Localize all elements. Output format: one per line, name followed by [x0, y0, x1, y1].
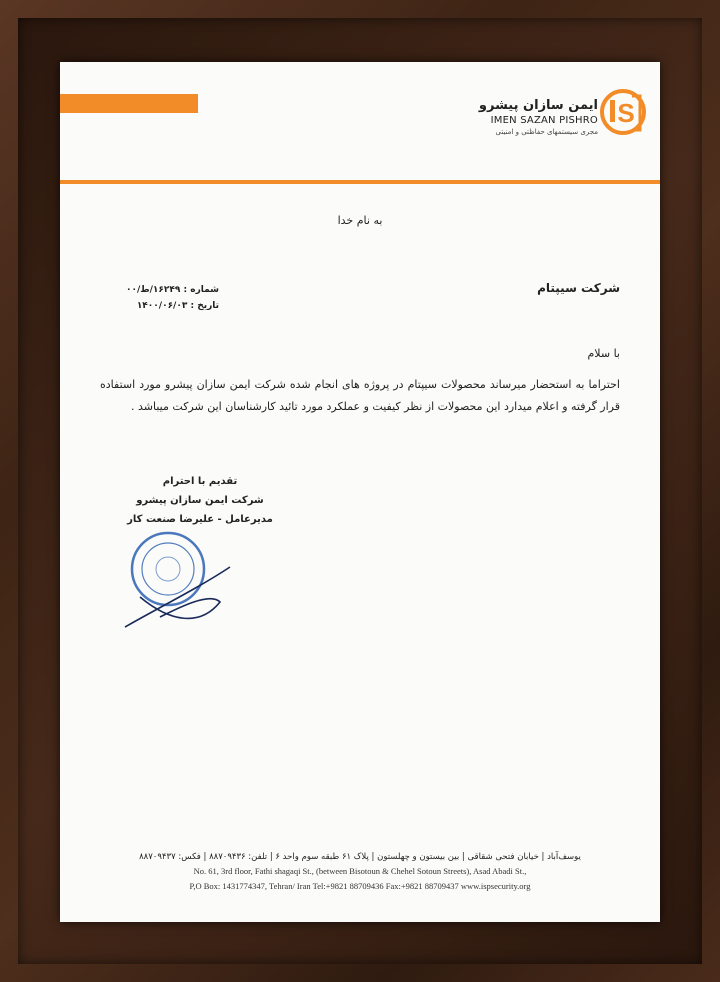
company-stamp-icon	[120, 527, 240, 637]
letter-reference	[126, 282, 219, 314]
footer-address-en-line2: P,O Box: 1431774347, Tehran/ Iran Tel:+9821 88709436 Fax:+9821 88709437 www.ispsecurity.org	[189, 881, 531, 891]
footer-address-en-line1: No. 61, 3rd floor, Fathi shagaqi St., (between Bisotoun & Chehel Sotoun Streets), Asad Abadi St.,	[193, 866, 527, 876]
company-name-fa: ایمن سازان پیشرو	[478, 98, 598, 113]
closing-line: تقدیم با احترام	[162, 476, 238, 487]
letter-paper	[60, 62, 660, 922]
letter-date: تاریخ : ۱۴۰۰/۰۶/۰۳	[136, 301, 220, 311]
greeting: با سلام	[587, 347, 620, 360]
company-tagline: مجری سیستمهای حفاظتی و امنیتی	[495, 128, 598, 136]
footer	[60, 852, 660, 892]
company-name-en: IMEN SAZAN PISHRO	[490, 115, 598, 126]
letter-number: شماره : ۱۶۲۴۹/ط/۰۰	[126, 285, 220, 295]
header-divider-line	[60, 180, 660, 184]
company-header	[479, 98, 598, 136]
bismillah-heading: به نام خدا	[337, 214, 383, 227]
recipient-company: شرکت سیپتام	[537, 281, 620, 295]
letter-body: احتراما به استحضار میرساند محصولات سیپتام در پروژه های انجام شده شرکت ایمن سازان پیشرو مورد استفاده قرار گرفته و اعلام میدارد این محصولات از نظر کیفیت و عملکرد مورد تائید کارشناسان این شرکت میباشد .	[100, 378, 620, 413]
header-accent-bar	[60, 94, 198, 113]
signature-block	[120, 472, 280, 529]
svg-text:S: S	[617, 98, 635, 128]
signer-name: مدیرعامل - علیرضا صنعت کار	[127, 514, 273, 525]
footer-address-fa: یوسف‌آباد | خیابان فتحی شقاقی | بین بیستون و چهلستون | پلاک ۶۱ طبقه سوم واحد ۶ | تلفن: ۸۸۷۰۹۴۳۶ | فکس: ۸۸۷۰۹۴۳۷	[139, 852, 581, 862]
isp-logo-icon	[600, 86, 646, 138]
signing-company: شرکت ایمن سازان پیشرو	[136, 495, 264, 506]
